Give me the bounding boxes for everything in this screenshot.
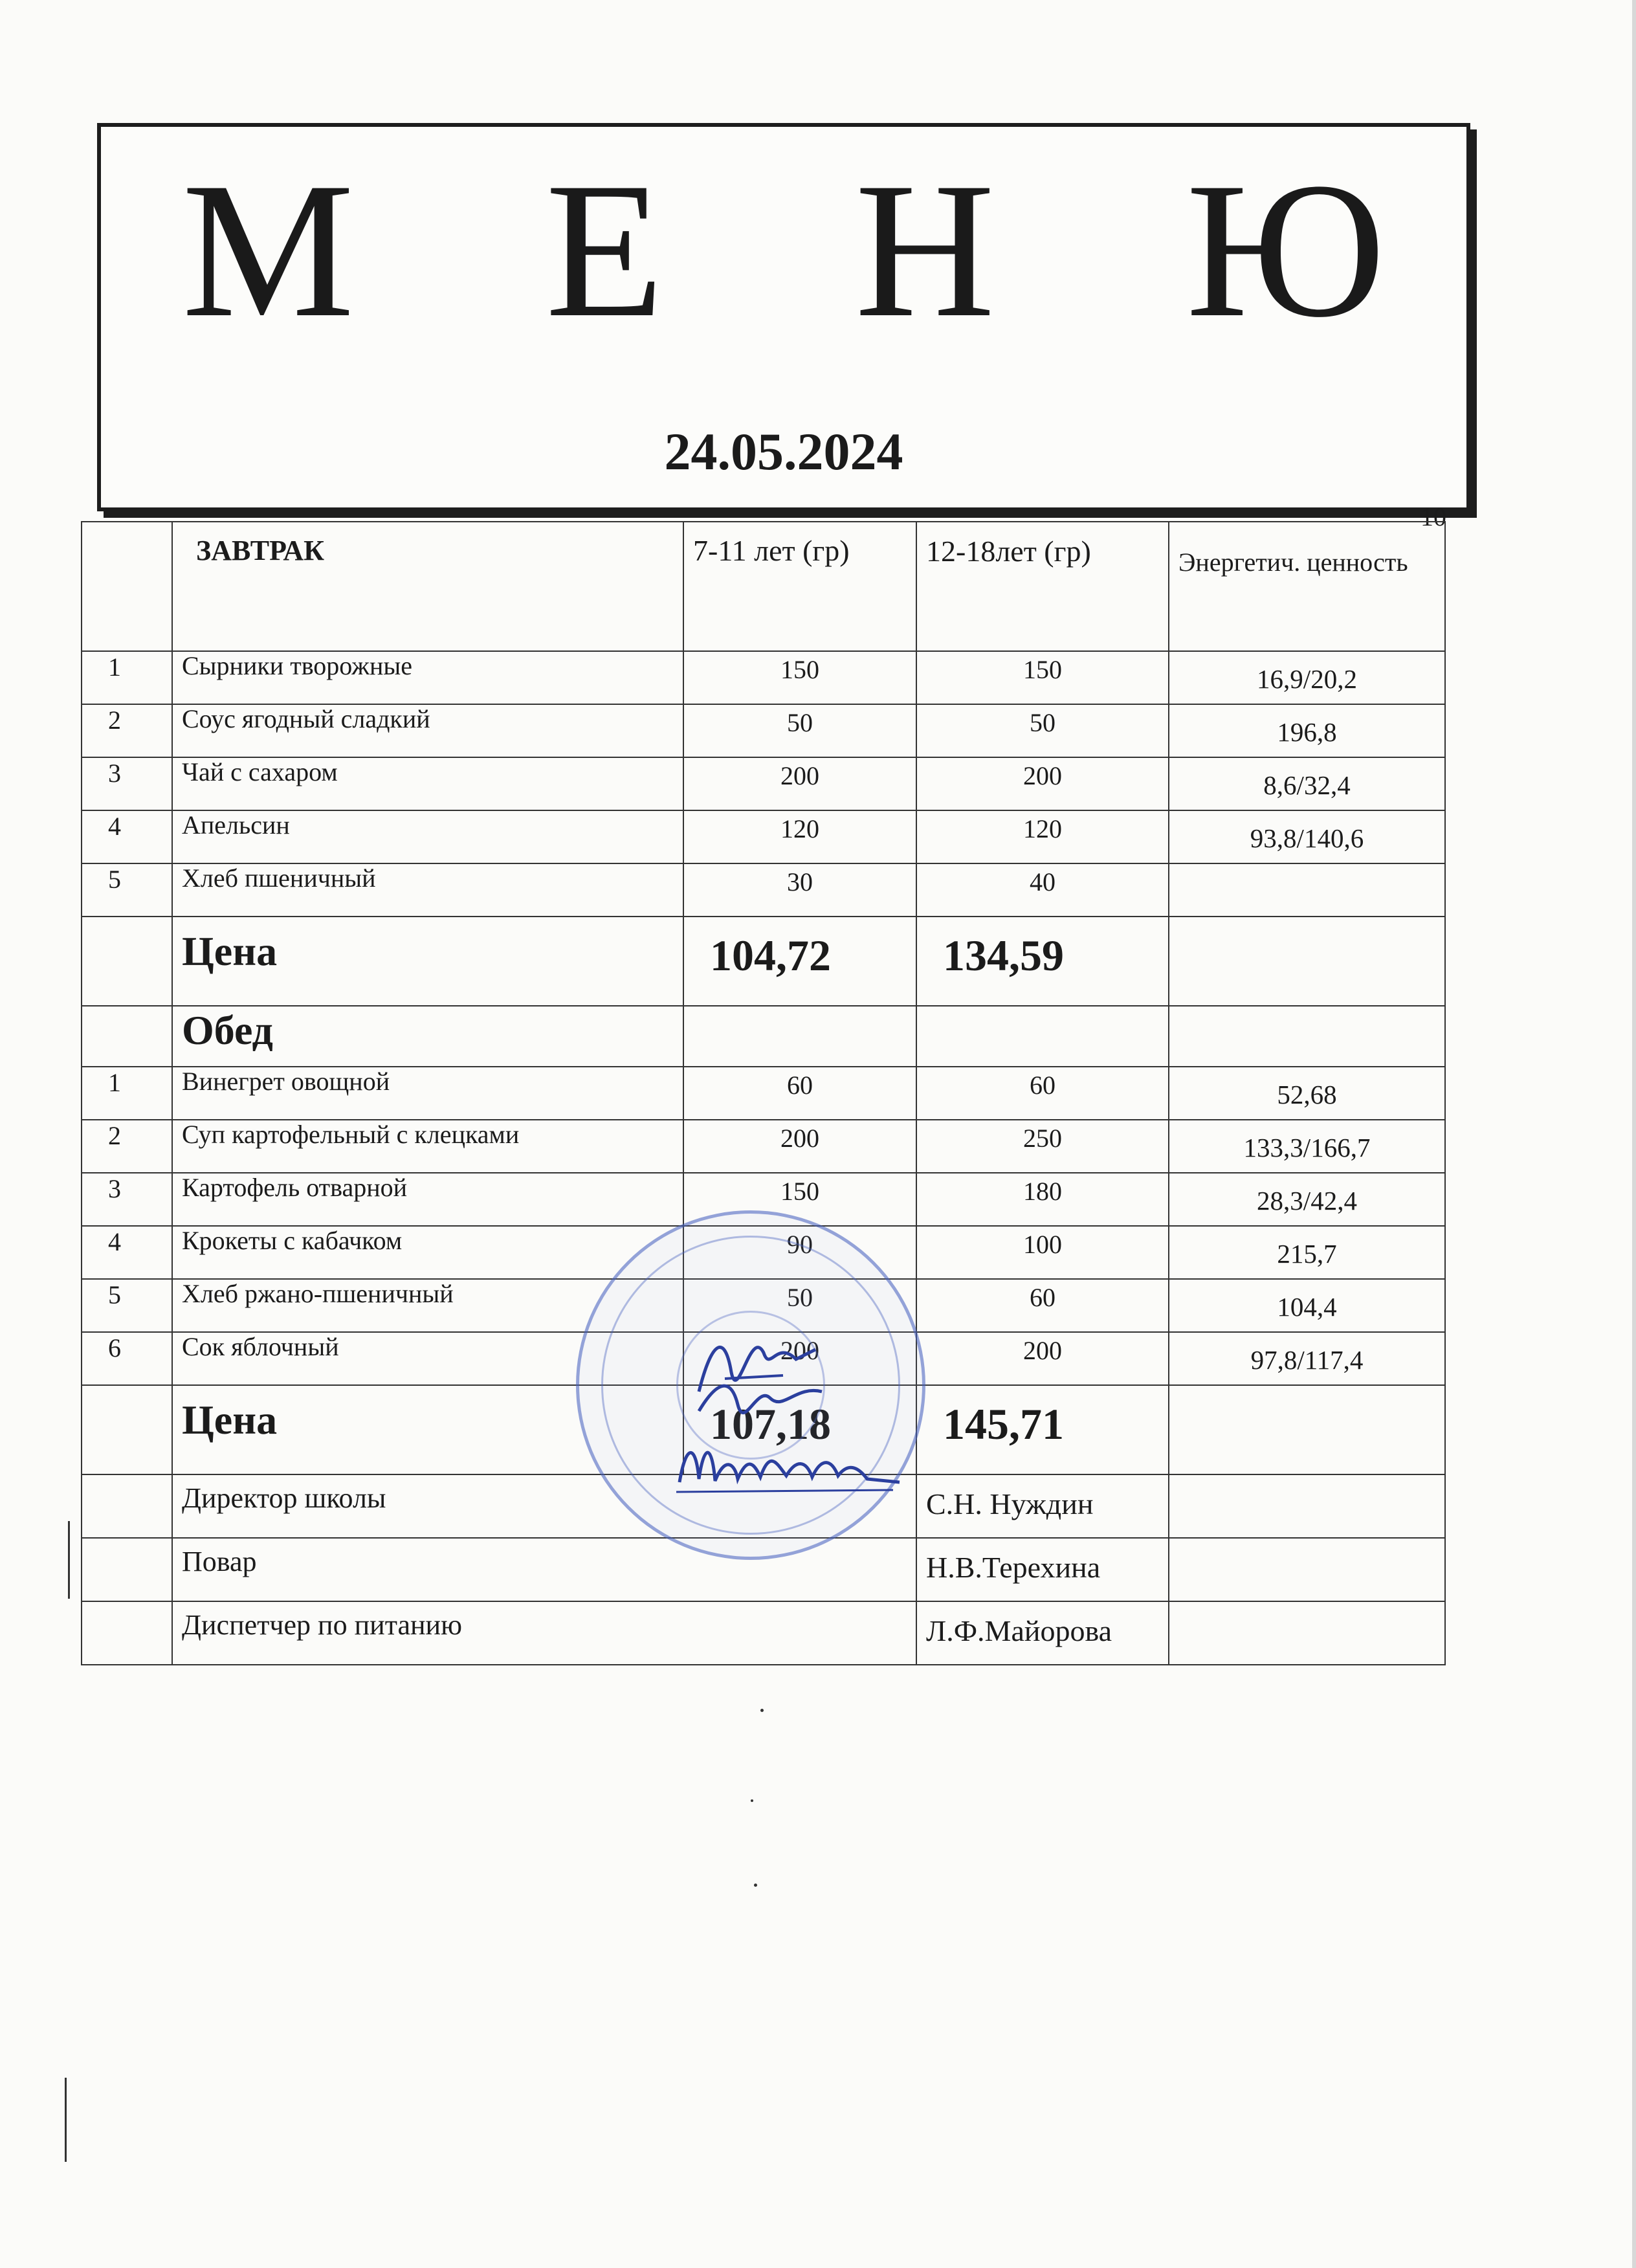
menu-item-row <box>82 1067 1445 1120</box>
menu-item-row <box>82 1120 1445 1173</box>
signature-num-cell <box>82 1538 172 1601</box>
item-qty-7-11: 60 <box>683 1067 916 1120</box>
item-qty-7-11: 150 <box>683 1173 916 1226</box>
scan-dot <box>754 1884 757 1887</box>
item-number: 6 <box>82 1332 172 1385</box>
item-name: Чай с сахаром <box>172 757 683 810</box>
lunch-label: Обед <box>172 1006 683 1067</box>
item-qty-7-11: 150 <box>683 651 916 704</box>
signature-empty-cell <box>1169 1474 1445 1538</box>
item-qty-7-11: 50 <box>683 704 916 757</box>
item-qty-7-11: 120 <box>683 810 916 863</box>
item-qty-7-11: 50 <box>683 1279 916 1332</box>
signature-num-cell <box>82 1474 172 1538</box>
item-qty-12-18: 150 <box>916 651 1169 704</box>
item-name: Сок яблочный <box>172 1332 683 1385</box>
signature-row <box>82 1601 1445 1665</box>
menu-item-row <box>82 757 1445 810</box>
item-number: 5 <box>82 1279 172 1332</box>
scan-dot <box>751 1799 753 1802</box>
item-qty-12-18: 120 <box>916 810 1169 863</box>
item-name: Суп картофельный с клецками <box>172 1120 683 1173</box>
item-number: 1 <box>82 1067 172 1120</box>
menu-title: М Е Н Ю <box>182 142 1457 357</box>
item-qty-12-18: 60 <box>916 1279 1169 1332</box>
signature-role: Директор школы <box>172 1474 916 1538</box>
item-name: Винегрет овощной <box>172 1067 683 1120</box>
item-qty-12-18: 200 <box>916 1332 1169 1385</box>
item-energy: 16,9/20,2 <box>1169 651 1445 704</box>
item-qty-7-11: 200 <box>683 757 916 810</box>
menu-item-row <box>82 863 1445 917</box>
header-breakfast: ЗАВТРАК <box>172 522 683 651</box>
item-qty-7-11: 200 <box>683 1120 916 1173</box>
item-qty-12-18: 60 <box>916 1067 1169 1120</box>
item-qty-7-11: 30 <box>683 863 916 917</box>
item-qty-12-18: 100 <box>916 1226 1169 1279</box>
item-number: 1 <box>82 651 172 704</box>
item-number: 2 <box>82 704 172 757</box>
price-num-cell <box>82 1385 172 1474</box>
item-number: 3 <box>82 757 172 810</box>
item-energy: 28,3/42,4 <box>1169 1173 1445 1226</box>
item-name: Апельсин <box>172 810 683 863</box>
signature-empty-cell <box>1169 1538 1445 1601</box>
scan-mark <box>68 1521 70 1599</box>
item-energy: 8,6/32,4 <box>1169 757 1445 810</box>
item-qty-12-18: 180 <box>916 1173 1169 1226</box>
price-7-11: 107,18 <box>683 1385 916 1474</box>
item-number: 5 <box>82 863 172 917</box>
section-num-cell <box>82 1006 172 1067</box>
section-empty-cell <box>1169 1006 1445 1067</box>
price-num-cell <box>82 917 172 1006</box>
item-number: 2 <box>82 1120 172 1173</box>
item-qty-12-18: 40 <box>916 863 1169 917</box>
price-12-18: 145,71 <box>916 1385 1169 1474</box>
item-energy: 97,8/117,4 <box>1169 1332 1445 1385</box>
page-edge <box>1632 0 1636 2268</box>
item-energy: 104,4 <box>1169 1279 1445 1332</box>
item-qty-12-18: 50 <box>916 704 1169 757</box>
menu-item-row <box>82 651 1445 704</box>
signature-num-cell <box>82 1601 172 1665</box>
menu-date: 24.05.2024 <box>664 422 903 481</box>
section-empty-cell <box>683 1006 916 1067</box>
item-name: Хлеб пшеничный <box>172 863 683 917</box>
signature-role: Повар <box>172 1538 916 1601</box>
dietitian-signature <box>673 1430 906 1502</box>
menu-header-box <box>97 123 1470 511</box>
item-energy: 52,68 <box>1169 1067 1445 1120</box>
signature-person: Л.Ф.Майорова <box>916 1601 1169 1665</box>
signature-empty-cell <box>1169 1601 1445 1665</box>
item-qty-12-18: 250 <box>916 1120 1169 1173</box>
item-energy: 93,8/140,6 <box>1169 810 1445 863</box>
page-number: 10 <box>1420 502 1446 531</box>
item-name: Крокеты с кабачком <box>172 1226 683 1279</box>
item-energy: 196,8 <box>1169 704 1445 757</box>
item-qty-7-11: 200 <box>683 1332 916 1385</box>
price-energy-cell <box>1169 1385 1445 1474</box>
price-energy-cell <box>1169 917 1445 1006</box>
price-row <box>82 917 1445 1006</box>
item-name: Картофель отварной <box>172 1173 683 1226</box>
item-number: 4 <box>82 810 172 863</box>
item-name: Соус ягодный сладкий <box>172 704 683 757</box>
scan-dot <box>760 1709 764 1712</box>
item-number: 4 <box>82 1226 172 1279</box>
table-header-row <box>82 522 1445 651</box>
item-name: Сырники творожные <box>172 651 683 704</box>
signature-person: С.Н. Нуждин <box>916 1474 1169 1538</box>
item-energy: 215,7 <box>1169 1226 1445 1279</box>
item-number: 3 <box>82 1173 172 1226</box>
item-energy: 133,3/166,7 <box>1169 1120 1445 1173</box>
signature-person: Н.В.Терехина <box>916 1538 1169 1601</box>
section-empty-cell <box>916 1006 1169 1067</box>
item-energy <box>1169 863 1445 917</box>
scan-mark <box>65 2078 67 2162</box>
header-age-12-18: 12-18лет (гр) <box>916 522 1169 651</box>
price-label: Цена <box>172 917 683 1006</box>
item-qty-12-18: 200 <box>916 757 1169 810</box>
item-qty-7-11: 90 <box>683 1226 916 1279</box>
menu-item-row <box>82 704 1445 757</box>
item-name: Хлеб ржано-пшеничный <box>172 1279 683 1332</box>
lunch-section-row <box>82 1006 1445 1067</box>
header-energy: Энергетич. ценность <box>1169 522 1445 651</box>
price-12-18: 134,59 <box>916 917 1169 1006</box>
price-7-11: 104,72 <box>683 917 916 1006</box>
menu-item-row <box>82 810 1445 863</box>
price-label: Цена <box>172 1385 683 1474</box>
header-num-cell <box>82 522 172 651</box>
signature-role: Диспетчер по питанию <box>172 1601 916 1665</box>
header-age-7-11: 7-11 лет (гр) <box>683 522 916 651</box>
